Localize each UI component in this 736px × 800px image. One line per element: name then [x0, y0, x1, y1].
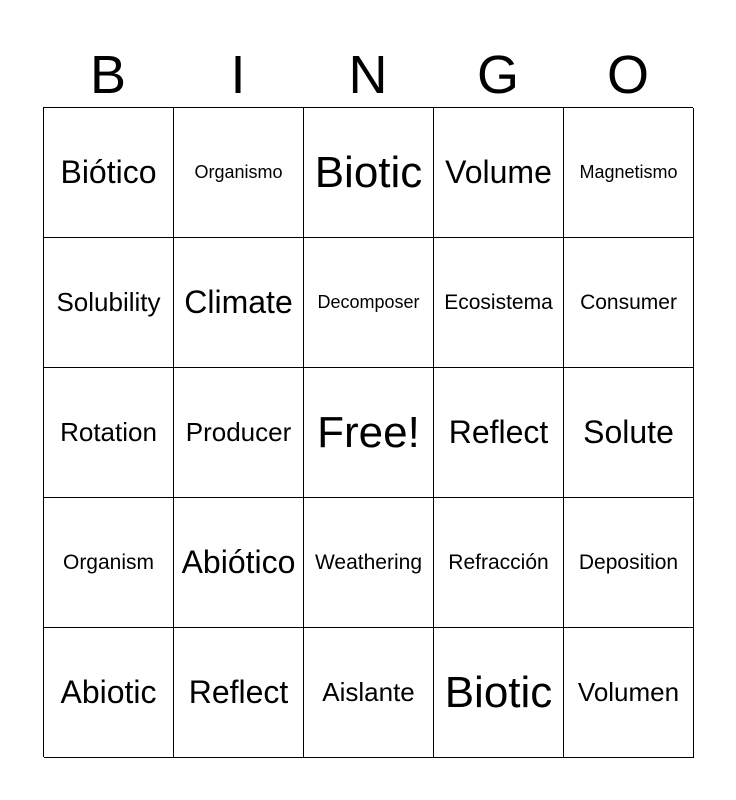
bingo-cell[interactable]: Solubility [44, 238, 174, 368]
bingo-board [43, 107, 693, 757]
bingo-cell[interactable]: Decomposer [304, 238, 434, 368]
bingo-cell[interactable]: Volume [434, 108, 564, 238]
header-letter-o: O [606, 45, 649, 105]
bingo-cell[interactable]: Volumen [564, 628, 694, 758]
bingo-cell[interactable]: Reflect [434, 368, 564, 498]
bingo-cell[interactable]: Aislante [304, 628, 434, 758]
bingo-header [43, 42, 693, 108]
bingo-cell[interactable]: Abiotic [44, 628, 174, 758]
bingo-cell[interactable]: Magnetismo [564, 108, 694, 238]
bingo-cell[interactable]: Consumer [564, 238, 694, 368]
bingo-cell[interactable]: Weathering [304, 498, 434, 628]
bingo-cell[interactable]: Organism [44, 498, 174, 628]
bingo-cell[interactable]: Biotic [304, 108, 434, 238]
bingo-cell[interactable]: Solute [564, 368, 694, 498]
header-letter-b: B [89, 45, 127, 105]
bingo-cell[interactable]: Biótico [44, 108, 174, 238]
bingo-cell[interactable]: Reflect [174, 628, 304, 758]
bingo-cell[interactable]: Rotation [44, 368, 174, 498]
bingo-cell[interactable]: Ecosistema [434, 238, 564, 368]
bingo-cell[interactable]: Producer [174, 368, 304, 498]
free-space-cell[interactable]: Free! [304, 368, 434, 498]
bingo-cell[interactable]: Climate [174, 238, 304, 368]
bingo-cell[interactable]: Deposition [564, 498, 694, 628]
header-letter-i: I [230, 45, 246, 105]
bingo-cell[interactable]: Biotic [434, 628, 564, 758]
bingo-cell[interactable]: Refracción [434, 498, 564, 628]
bingo-cell[interactable]: Abiótico [174, 498, 304, 628]
header-letter-n: N [348, 45, 388, 105]
header-letter-g: G [476, 45, 519, 105]
bingo-cell[interactable]: Organismo [174, 108, 304, 238]
